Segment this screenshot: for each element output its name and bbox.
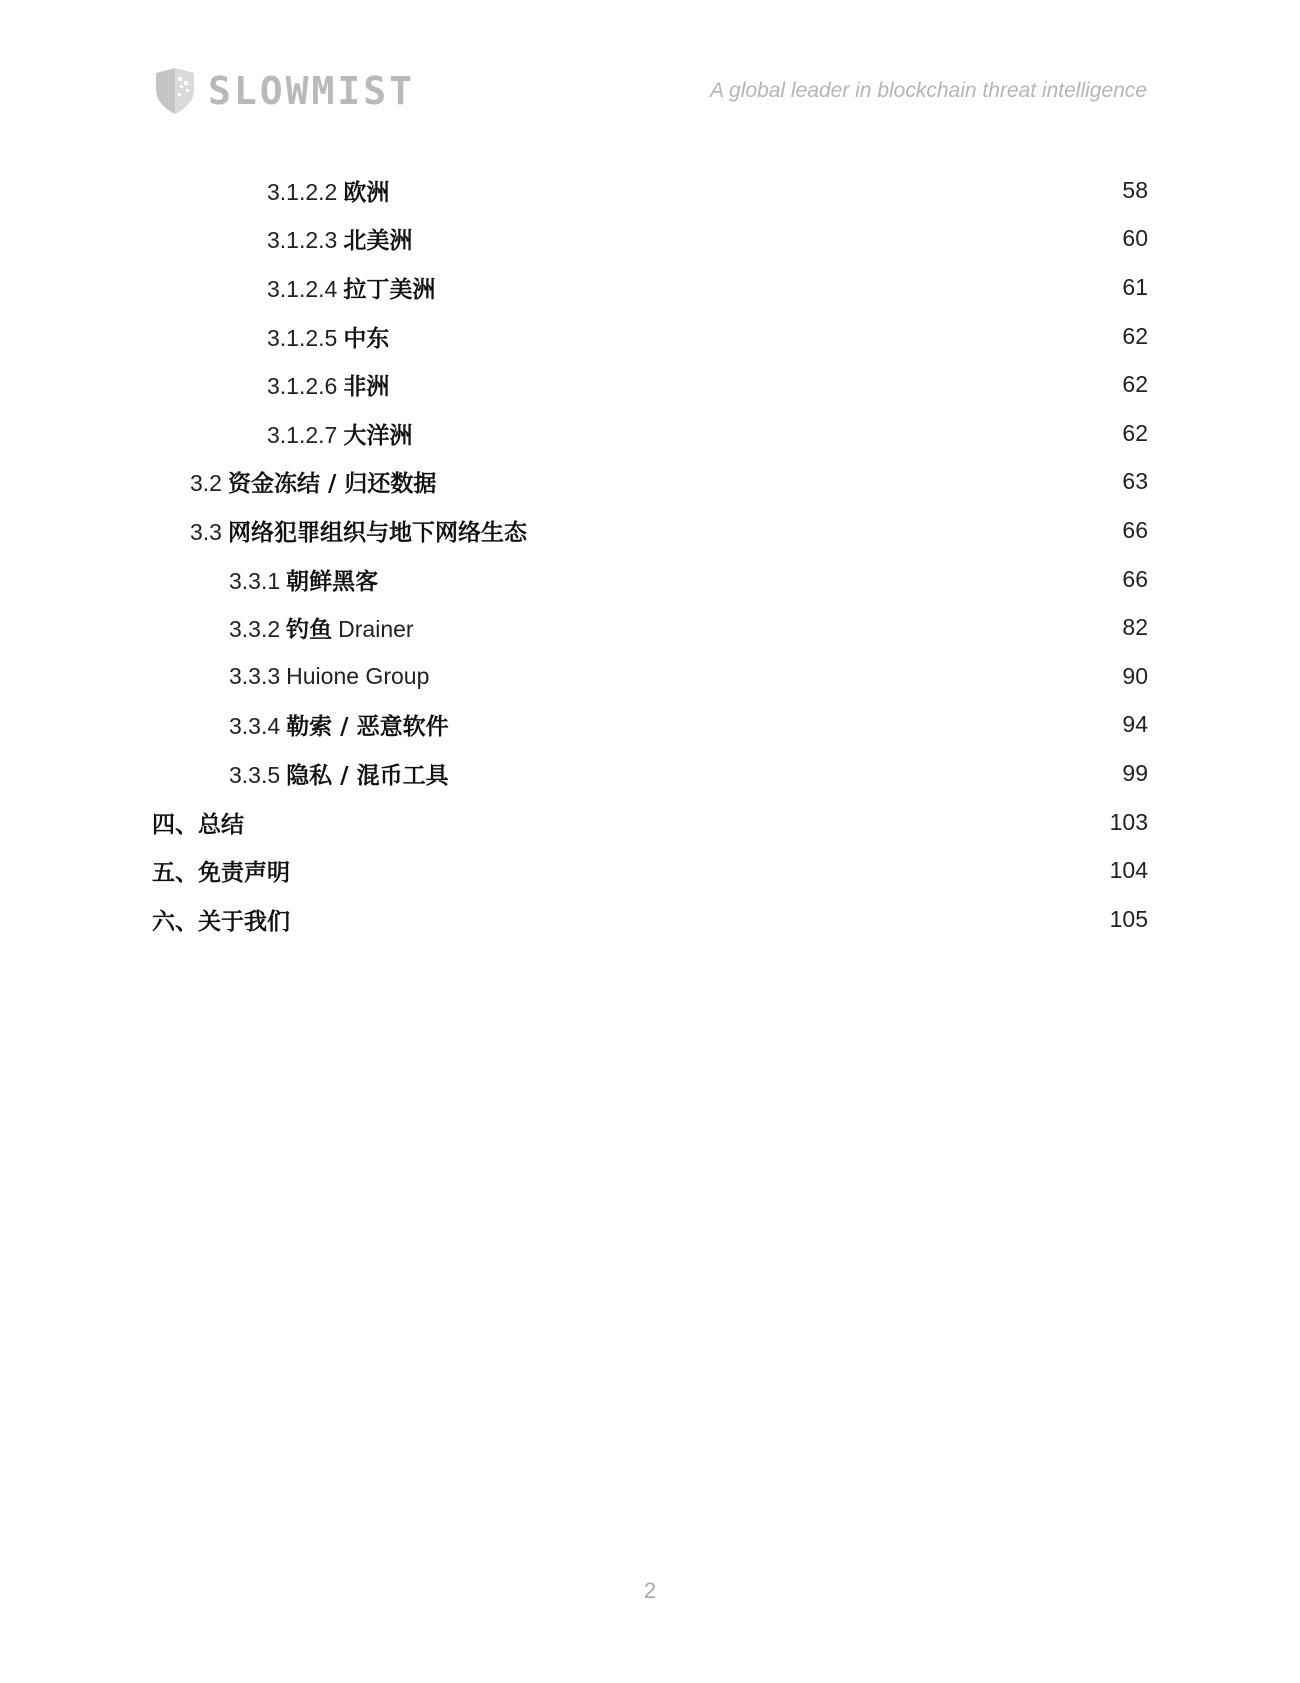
- toc-entry[interactable]: [152, 506, 1148, 555]
- slowmist-logo: [152, 62, 415, 120]
- toc-entry-label-latin: Huione Group: [286, 662, 430, 689]
- toc-entry-number: 3.1.2.7: [267, 421, 338, 448]
- toc-entry[interactable]: [152, 652, 1148, 701]
- toc-entry-label: 钓鱼: [286, 617, 333, 644]
- toc-entry[interactable]: [152, 555, 1148, 604]
- toc-entry-page: 62: [1122, 371, 1148, 398]
- page-header: [152, 62, 1147, 120]
- toc-entry-page: 66: [1122, 565, 1148, 592]
- toc-entry-number: 3.3.3: [229, 662, 281, 689]
- toc-entry-title: [152, 663, 429, 690]
- toc-entry-label: 北美洲: [343, 228, 413, 255]
- toc-entry[interactable]: [152, 895, 1148, 944]
- toc-entry-title: [152, 563, 378, 596]
- toc-entry-label: 资金冻结 / 归还数据: [227, 471, 437, 498]
- toc-entry-number: 3.3.4: [229, 713, 281, 740]
- toc-entry-number: 3.1.2.5: [267, 324, 338, 351]
- toc-entry-page: 63: [1122, 468, 1148, 495]
- toc-entry-label: 隐私 / 混币工具: [286, 762, 449, 789]
- toc-entry[interactable]: [152, 846, 1148, 895]
- toc-entry-page: 82: [1122, 614, 1148, 641]
- header-tagline: A global leader in blockchain threat intelligence: [709, 79, 1147, 102]
- toc-entry-number: 3.3: [190, 518, 222, 545]
- toc-entry[interactable]: [152, 215, 1148, 264]
- toc-entry-label: 五、免责声明: [152, 860, 290, 887]
- toc-entry-number: 3.1.2.6: [267, 373, 338, 400]
- toc-entry-label-latin: Drainer: [338, 616, 414, 643]
- toc-entry-title: [152, 271, 435, 304]
- toc-entry-page: 99: [1122, 759, 1148, 786]
- toc-entry[interactable]: [152, 263, 1148, 312]
- toc-entry-page: 60: [1122, 225, 1148, 252]
- table-of-contents: [152, 166, 1148, 944]
- toc-entry-number: 3.1.2.3: [267, 227, 338, 254]
- toc-entry-page: 94: [1122, 711, 1148, 738]
- toc-entry-number: 3.1.2.4: [267, 275, 338, 302]
- toc-entry-number: 3.3.2: [229, 616, 281, 643]
- toc-entry-page: 105: [1109, 905, 1148, 932]
- toc-entry-page: 104: [1109, 857, 1148, 884]
- toc-entry[interactable]: [152, 798, 1148, 847]
- toc-entry-title: [152, 174, 389, 207]
- toc-entry-title: [152, 222, 412, 255]
- toc-entry-title: [152, 708, 449, 741]
- toc-entry-number: 3.3.5: [229, 761, 281, 788]
- toc-entry-page: 90: [1122, 662, 1148, 689]
- toc-entry-title: [152, 514, 527, 547]
- toc-entry-title: [152, 854, 290, 887]
- toc-entry-title: [152, 368, 389, 401]
- toc-entry[interactable]: [152, 360, 1148, 409]
- toc-entry-page: 58: [1122, 176, 1148, 203]
- toc-entry-label: 拉丁美洲: [343, 276, 436, 303]
- toc-entry[interactable]: [152, 409, 1148, 458]
- toc-entry[interactable]: [152, 701, 1148, 750]
- toc-entry-title: [152, 320, 389, 353]
- toc-entry-number: 3.1.2.2: [267, 178, 338, 205]
- toc-entry-title: [152, 611, 414, 644]
- toc-entry-title: [152, 465, 436, 498]
- toc-entry[interactable]: [152, 166, 1148, 215]
- toc-entry-label: 中东: [343, 325, 390, 352]
- toc-entry-label: 朝鲜黑客: [286, 568, 379, 595]
- toc-entry-label: 四、总结: [152, 811, 244, 838]
- toc-entry[interactable]: [152, 603, 1148, 652]
- toc-entry-number: 3.2: [190, 470, 222, 497]
- toc-entry-label: 勒索 / 恶意软件: [286, 714, 449, 741]
- toc-entry-number: 3.3.1: [229, 567, 281, 594]
- toc-entry-page: 66: [1122, 516, 1148, 543]
- toc-entry-label: 非洲: [343, 374, 390, 401]
- toc-entry-title: [152, 417, 412, 450]
- toc-entry-page: 62: [1122, 419, 1148, 446]
- page-number: 2: [643, 1578, 657, 1603]
- toc-entry-title: [152, 757, 449, 790]
- toc-entry-label: 大洋洲: [343, 422, 413, 449]
- toc-entry[interactable]: [152, 749, 1148, 798]
- toc-entry-label: 六、关于我们: [152, 908, 290, 935]
- toc-entry-page: 61: [1122, 273, 1148, 300]
- toc-entry[interactable]: [152, 458, 1148, 507]
- shield-icon: [152, 67, 198, 115]
- toc-entry-title: [152, 903, 290, 936]
- toc-entry-page: 62: [1122, 322, 1148, 349]
- toc-entry-label: 欧洲: [343, 179, 390, 206]
- toc-entry-page: 103: [1109, 808, 1148, 835]
- toc-entry[interactable]: [152, 312, 1148, 361]
- toc-entry-title: [152, 806, 244, 839]
- logo-wordmark: SLOWMIST: [208, 69, 416, 113]
- toc-entry-label: 网络犯罪组织与地下网络生态: [227, 519, 527, 546]
